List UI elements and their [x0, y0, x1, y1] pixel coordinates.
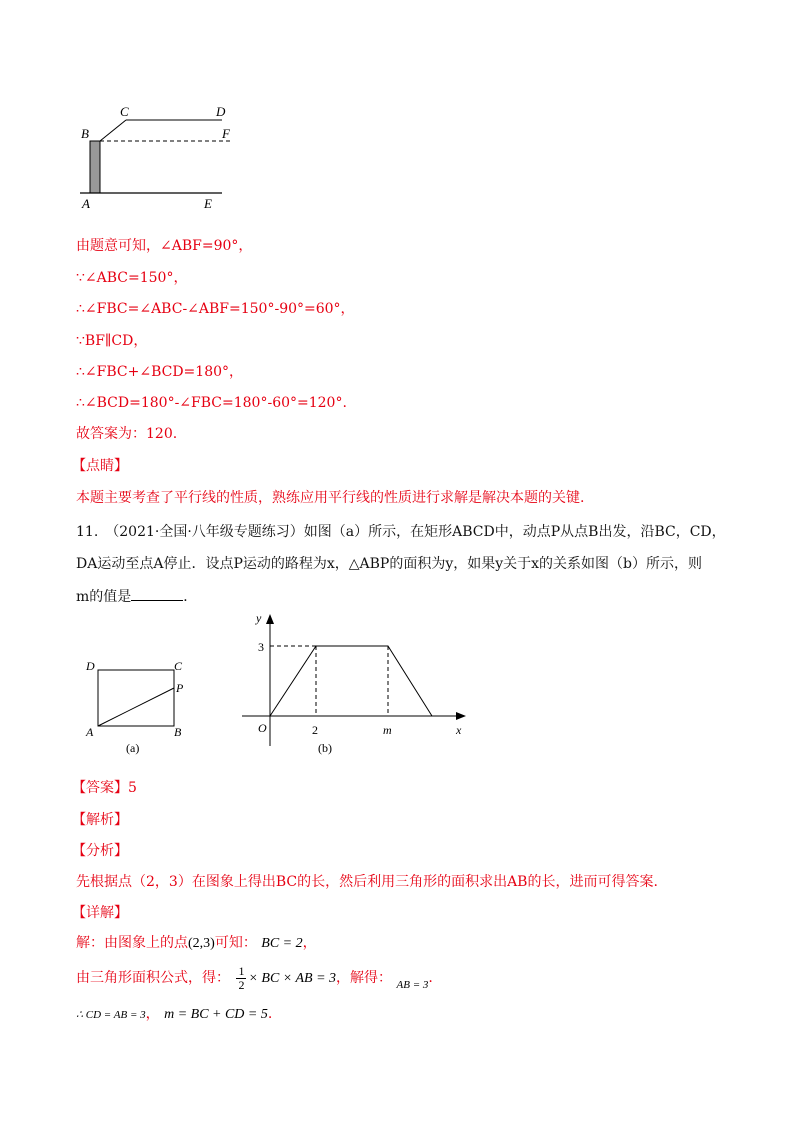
label-b: B	[174, 725, 182, 739]
answer-blank	[131, 586, 183, 601]
origin-label: O	[258, 721, 267, 735]
label-d: D	[216, 104, 226, 119]
figure-parallel-lines	[76, 100, 246, 212]
analysis-heading: 【解析】	[72, 812, 128, 828]
detail-line-3	[76, 1004, 272, 1025]
solution-line-4: ∵BF∥CD，	[76, 333, 148, 349]
detail-1-prefix: 解：由图象上的点	[76, 935, 188, 951]
question-11-line-3-text: m的值是	[76, 589, 132, 605]
comment-text: 本题主要考查了平行线的性质，熟练应用平行线的性质进行求解是解决本题的关键.	[76, 490, 585, 506]
detail-heading: 【详解】	[72, 905, 128, 921]
eq-bc: BC = 2	[261, 936, 303, 951]
question-11-line-3-end: ．	[183, 589, 198, 605]
detail-2-mid: ，解得：	[336, 970, 393, 986]
answer-line: 故答案为：120.	[76, 426, 178, 442]
point-coords: (2,3)	[188, 936, 215, 951]
caption-b: (b)	[318, 741, 332, 755]
x-tick-m: m	[383, 723, 392, 737]
axis-y-label: y	[256, 611, 262, 625]
label-f: F	[222, 126, 230, 141]
y-tick-3: 3	[258, 640, 264, 654]
solution-line-5: ∴∠FBC+∠BCD=180°，	[76, 364, 244, 380]
detail-line-2	[76, 964, 433, 993]
figure-a-rectangle	[80, 652, 200, 760]
eq-ab: AB = 3	[396, 979, 429, 991]
frac-num: 1	[238, 963, 245, 978]
question-11-line-3	[76, 586, 197, 607]
label-b: B	[81, 126, 89, 141]
detail-1-end: ，	[302, 935, 317, 951]
detail-3-end: .	[267, 1006, 273, 1022]
solution-line-6: ∴∠BCD=180°-∠FBC=180°-60°=120°.	[76, 395, 347, 411]
label-d: D	[86, 659, 95, 673]
x-axis-arrow	[456, 712, 466, 720]
label-a: A	[86, 725, 94, 739]
caption-a: (a)	[126, 741, 140, 755]
pillar-rect	[90, 141, 100, 193]
area-graph-line	[270, 646, 432, 716]
label-c: C	[174, 659, 183, 673]
question-11-line-1: 11. （2021·全国·八年级专题练习）如图（a）所示，在矩形ABCD中，动点P从点B出发，沿BC，CD，	[76, 524, 726, 540]
eq-cd: ∴ CD = AB = 3	[76, 1009, 146, 1021]
eq-area: × BC × AB = 3	[248, 971, 337, 986]
label-c: C	[120, 104, 129, 119]
detail-1-mid: 可知：	[214, 935, 257, 951]
analyze-heading: 【分析】	[72, 843, 128, 859]
question-11-line-2: DA运动至点A停止．设点P运动的路程为x，△ABP的面积为y，如果y关于x的关系如图（b）所示，则	[76, 556, 703, 572]
answer-value: 5	[128, 780, 137, 796]
figure-b-graph	[236, 606, 476, 760]
solution-line-3: ∴∠FBC=∠ABC-∠ABF=150°-90°=60°，	[76, 301, 355, 317]
x-tick-2: 2	[312, 723, 318, 737]
detail-line-1	[76, 933, 317, 954]
segment-bc	[100, 120, 126, 141]
label-p: P	[176, 681, 184, 695]
axis-x-label: x	[456, 723, 462, 737]
segment-ap	[98, 688, 174, 726]
frac-den: 2	[238, 977, 245, 992]
detail-2-prefix: 由三角形面积公式，得：	[76, 970, 230, 986]
eq-m: m = BC + CD = 5	[164, 1007, 268, 1022]
answer-row	[72, 778, 137, 798]
comment-heading: 【点睛】	[72, 458, 128, 474]
analyze-text: 先根据点（2，3）在图象上得出BC的长，然后利用三角形的面积求出AB的长，进而可得答案.	[76, 874, 658, 890]
fraction-half	[236, 965, 246, 992]
solution-line-2: ∵∠ABC=150°，	[76, 270, 188, 286]
label-e: E	[204, 196, 212, 211]
detail-3-sep: ，	[145, 1006, 160, 1022]
answer-label: 【答案】	[72, 780, 128, 796]
rect-abcd	[98, 670, 174, 726]
solution-line-1: 由题意可知，∠ABF=90°，	[76, 238, 253, 254]
detail-2-end: .	[428, 970, 433, 986]
y-axis-arrow	[266, 614, 274, 624]
label-a: A	[82, 196, 90, 211]
